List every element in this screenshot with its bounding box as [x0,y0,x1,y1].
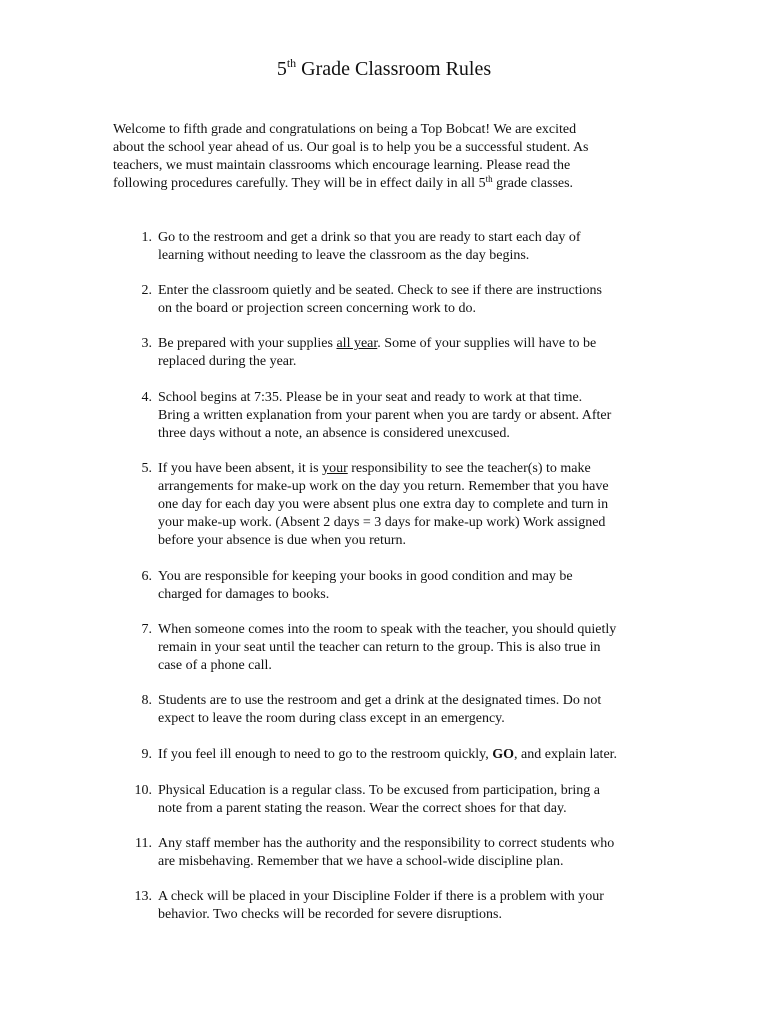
rule-text [158,229,678,265]
rule-text [158,335,678,371]
rule-number: 9. [141,747,152,762]
rule-text [158,389,678,443]
rule-line: School begins at 7:35. Please be in your seat and ready to work at that time. [158,390,583,405]
rule-line: You are responsible for keeping your books in good condition and may be [158,569,573,584]
rule-line [158,746,678,764]
rule-line: are misbehaving. Remember that we have a school-wide discipline plan. [158,854,564,869]
page-title [0,57,768,83]
bold-text: GO [492,747,515,762]
underlined-text: your [322,461,348,476]
rule-line: Enter the classroom quietly and be seated. Check to see if there are instructions [158,283,602,298]
rule-line: expect to leave the room during class except in an emergency. [158,711,505,726]
title-text: Grade Classroom Rules [296,58,492,80]
rule-number: 8. [141,693,152,708]
rule-number: 11. [135,836,152,851]
rule-text [158,835,678,871]
rule-line [158,460,678,478]
rule-line: arrangements for make-up work on the day you return. Remember that you have [158,479,609,494]
rule-line-text: If you feel ill enough to need to go to the restroom quickly, [158,747,493,762]
rule-line-text: . Some of your supplies will have to be [377,336,597,351]
intro-line-text: grade classes. [492,176,574,191]
intro-line: about the school year ahead of us. Our goal is to help you be a successful student. As [113,140,589,155]
title-ordinal-suffix: th [286,56,297,70]
intro-line [113,175,653,193]
intro-paragraph [113,121,653,193]
rule-line: one day for each day you were absent plus one extra day to complete and turn in [158,497,609,512]
rule-line: behavior. Two checks will be recorded for severe disruptions. [158,907,502,922]
rule-number: 6. [141,569,152,584]
rule-text [158,782,678,818]
rule-line: A check will be placed in your Discipline Folder if there is a problem with your [158,889,604,904]
rule-number: 7. [141,622,152,637]
rule-number: 4. [141,390,152,405]
rule-line: Any staff member has the authority and the responsibility to correct students who [158,836,615,851]
intro-line: teachers, we must maintain classrooms which encourage learning. Please read the [113,158,571,173]
underlined-text: all year [336,336,378,351]
rule-line [158,335,678,353]
rule-number: 1. [141,230,152,245]
rule-number: 2. [141,283,152,298]
title-ordinal: 5 [276,58,287,80]
intro-line-text: following procedures carefully. They will be in effect daily in all 5 [113,176,486,191]
rule-number: 10. [134,783,152,798]
rule-text [158,746,678,764]
rule-text [158,282,678,318]
rule-text [158,621,678,675]
rule-number: 13. [134,889,152,904]
rule-line: note from a parent stating the reason. Wear the correct shoes for that day. [158,801,567,816]
rule-line: remain in your seat until the teacher can return to the group. This is also true in [158,640,601,655]
rule-line-text: If you have been absent, it is [158,461,323,476]
rule-line: Students are to use the restroom and get a drink at the designated times. Do not [158,693,602,708]
rule-number: 3. [141,336,152,351]
rule-line: Go to the restroom and get a drink so that you are ready to start each day of [158,230,581,245]
rule-line-text: responsibility to see the teacher(s) to make [347,461,591,476]
rule-text [158,692,678,728]
rule-line-text: Be prepared with your supplies [158,336,337,351]
rule-line: Bring a written explanation from your parent when you are tardy or absent. After [158,408,612,423]
rule-text [158,888,678,924]
rule-line: before your absence is due when you return. [158,533,407,548]
rule-line: on the board or projection screen concerning work to do. [158,301,477,316]
rule-line: Physical Education is a regular class. To be excused from participation, bring a [158,783,600,798]
intro-line: Welcome to fifth grade and congratulations on being a Top Bobcat! We are excited [113,122,577,137]
rule-line: replaced during the year. [158,354,297,369]
rule-line: your make-up work. (Absent 2 days = 3 days for make-up work) Work assigned [158,515,606,530]
rule-line: case of a phone call. [158,658,272,673]
rule-text [158,568,678,604]
rule-line: charged for damages to books. [158,587,330,602]
rule-line: learning without needing to leave the classroom as the day begins. [158,248,530,263]
rule-line-text: , and explain later. [514,747,618,762]
rule-number: 5. [141,461,152,476]
rule-text [158,460,678,550]
rule-line: When someone comes into the room to speak with the teacher, you should quietly [158,622,617,637]
intro-superscript: th [485,174,493,184]
rule-line: three days without a note, an absence is considered unexcused. [158,426,510,441]
